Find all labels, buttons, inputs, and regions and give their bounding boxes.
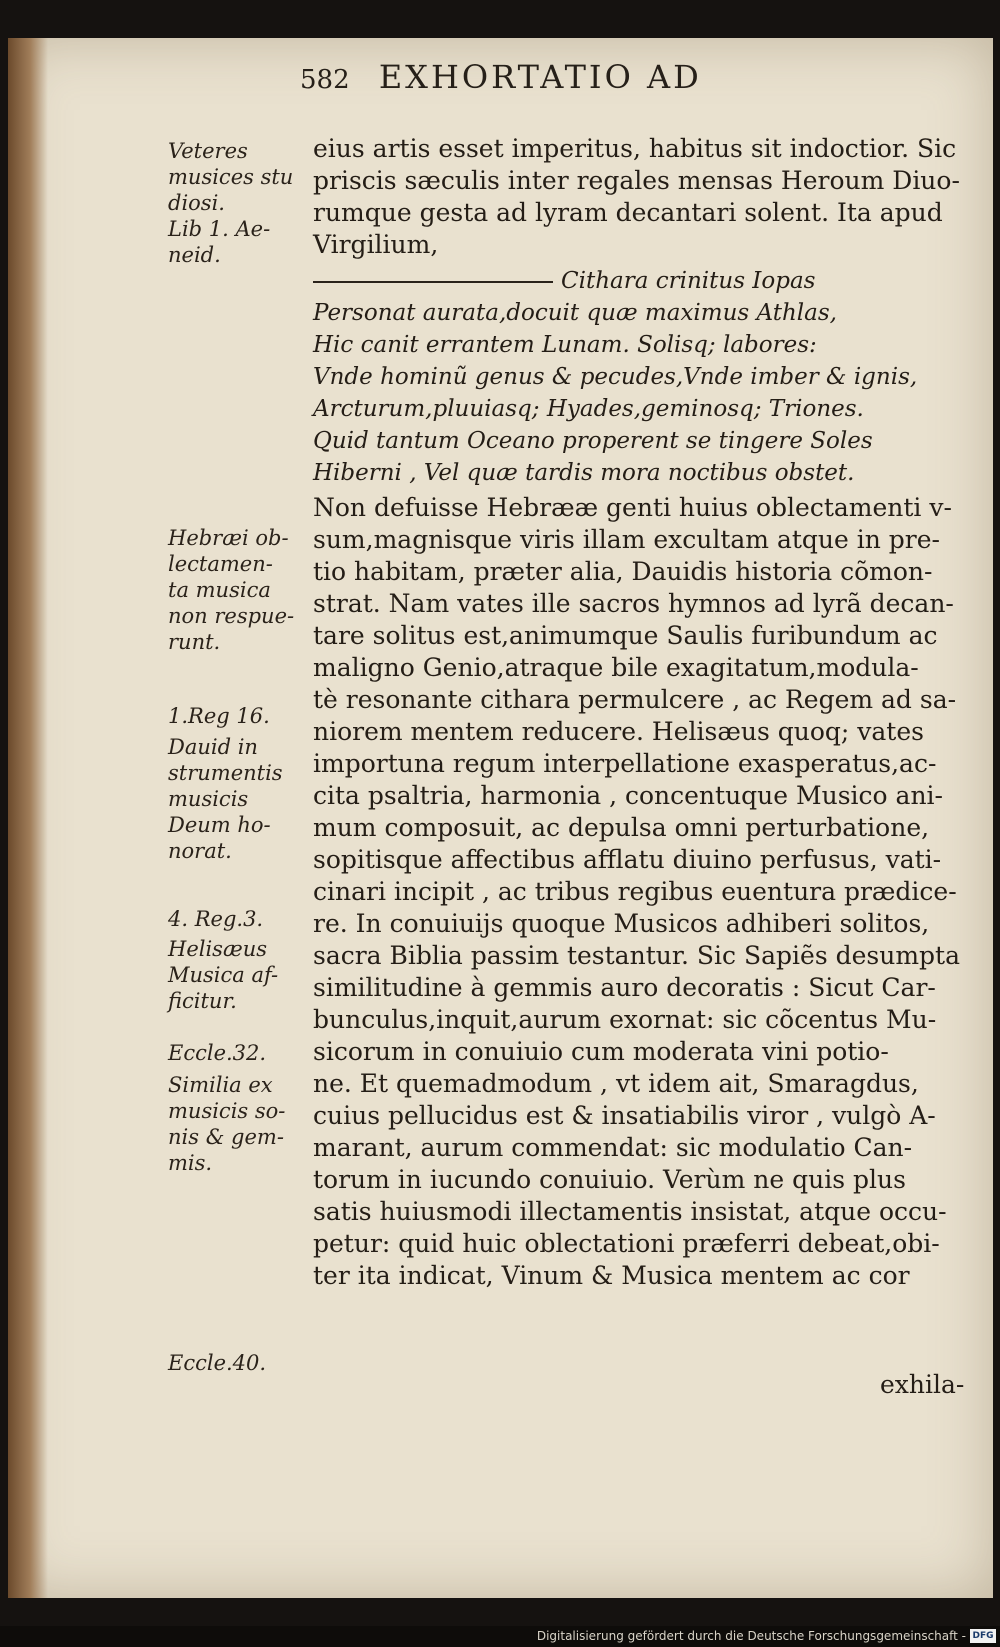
body-text-block-1 bbox=[313, 133, 975, 261]
marginal-note-line: Helisæus bbox=[168, 937, 267, 961]
marginal-note bbox=[168, 906, 320, 932]
marginal-note-line: neid. bbox=[168, 243, 221, 267]
text-line: importuna regum interpellatione exasperatus,ac- bbox=[313, 749, 937, 778]
marginal-note-line: musices stu bbox=[168, 165, 294, 189]
marginal-note-line: Deum ho- bbox=[168, 813, 271, 837]
verse-line: Vnde hominũ genus & pecudes,Vnde imber & ignis, bbox=[313, 364, 918, 390]
marginal-note-line: mis. bbox=[168, 1151, 213, 1175]
verse-line: Hiberni , Vel quæ tardis mora noctibus obstet. bbox=[313, 460, 855, 486]
text-line: re. In conuiuijs quoque Musicos adhiberi solitos, bbox=[313, 909, 930, 938]
text-line: bunculus,inquit,aurum exornat: sic cõcentus Mu- bbox=[313, 1005, 937, 1034]
text-line: cita psaltria, harmonia , concentuque Musico ani- bbox=[313, 781, 943, 810]
marginal-note-line: nis & gem- bbox=[168, 1125, 284, 1149]
marginal-note bbox=[168, 1040, 320, 1066]
body-text-block-2 bbox=[313, 492, 975, 1292]
marginal-note-line: Lib 1. Ae- bbox=[168, 217, 271, 241]
text-line: Non defuisse Hebrææ genti huius oblectamenti v- bbox=[313, 493, 952, 522]
marginal-note-line: ta musica bbox=[168, 578, 271, 602]
catchword: exhila- bbox=[880, 1370, 965, 1399]
marginal-note bbox=[168, 525, 320, 655]
marginal-note-line: musicis bbox=[168, 787, 249, 811]
marginal-note-line: strumentis bbox=[168, 761, 283, 785]
text-line: sum,magnisque viris illam excultam atque in pre- bbox=[313, 525, 940, 554]
verse-line bbox=[313, 265, 983, 297]
marginal-note-line: musicis so- bbox=[168, 1099, 286, 1123]
marginal-note-line: lectamen- bbox=[168, 552, 273, 576]
marginal-note bbox=[168, 703, 320, 729]
marginal-note bbox=[168, 1072, 320, 1176]
text-line: cinari incipit , ac tribus regibus euentura prædice- bbox=[313, 877, 957, 906]
funding-credit: Digitalisierung gefördert durch die Deutsche Forschungsgemeinschaft - bbox=[536, 1629, 966, 1643]
verse-line: Personat aurata,docuit quæ maximus Athlas, bbox=[313, 300, 837, 326]
text-line: sacra Biblia passim testantur. Sic Sapiẽs desumpta bbox=[313, 941, 960, 970]
marginal-note-line: ficitur. bbox=[168, 989, 237, 1013]
text-line: ne. Et quemadmodum , vt idem ait, Smaragdus, bbox=[313, 1069, 919, 1098]
verse-line: Quid tantum Oceano properent se tingere Soles bbox=[313, 428, 873, 454]
marginal-note-line: norat. bbox=[168, 839, 232, 863]
marginal-note-line: Eccle.40. bbox=[168, 1351, 267, 1375]
text-line: sopitisque affectibus afflatu diuino perfusus, vati- bbox=[313, 845, 942, 874]
text-line: rumque gesta ad lyram decantari solent. Ita apud bbox=[313, 198, 943, 227]
text-line: mum composuit, ac depulsa omni perturbatione, bbox=[313, 813, 930, 842]
text-line: sicorum in conuiuio cum moderata vini potio- bbox=[313, 1037, 889, 1066]
text-line: eius artis esset imperitus, habitus sit indoctior. Sic bbox=[313, 134, 957, 163]
marginal-note bbox=[168, 936, 320, 1014]
marginal-note-line: Dauid in bbox=[168, 735, 258, 759]
text-line: strat. Nam vates ille sacros hymnos ad lyrã decan- bbox=[313, 589, 954, 618]
credit-footer bbox=[0, 1626, 1000, 1647]
marginal-note bbox=[168, 734, 320, 864]
running-head bbox=[300, 58, 900, 108]
text-line: torum in iucundo conuiuio. Verùm ne quis plus bbox=[313, 1165, 906, 1194]
text-line: Virgilium, bbox=[313, 230, 439, 259]
marginal-note-line: 1.Reg 16. bbox=[168, 704, 270, 728]
text-line: priscis sæculis inter regales mensas Heroum Diuo- bbox=[313, 166, 960, 195]
text-line: maligno Genio,atraque bile exagitatum,modula- bbox=[313, 653, 919, 682]
marginal-note bbox=[168, 1350, 320, 1376]
text-line: tè resonante cithara permulcere , ac Regem ad sa- bbox=[313, 685, 957, 714]
text-line: tare solitus est,animumque Saulis furibundum ac bbox=[313, 621, 938, 650]
text-line: similitudine à gemmis auro decoratis : Sicut Car- bbox=[313, 973, 936, 1002]
text-line: cuius pellucidus est & insatiabilis viror , vulgò A- bbox=[313, 1101, 936, 1130]
verse-line: Hic canit errantem Lunam. Solisq; labores: bbox=[313, 332, 817, 358]
text-line: satis huiusmodi illectamentis insistat, atque occu- bbox=[313, 1197, 947, 1226]
text-line: ter ita indicat, Vinum & Musica mentem ac cor bbox=[313, 1261, 910, 1290]
text-line: tio habitam, præter alia, Dauidis historia cõmon- bbox=[313, 557, 933, 586]
marginal-note bbox=[168, 138, 320, 268]
book-spine bbox=[8, 38, 48, 1598]
marginal-note-line: Similia ex bbox=[168, 1073, 273, 1097]
running-title: EXHORTATIO AD bbox=[378, 58, 702, 96]
marginal-note-line: Hebræi ob- bbox=[168, 526, 289, 550]
marginal-note-line: Veteres bbox=[168, 139, 248, 163]
verse-rule bbox=[313, 281, 553, 283]
marginal-note-line: runt. bbox=[168, 630, 221, 654]
text-line: petur: quid huic oblectationi præferri debeat,obi- bbox=[313, 1229, 940, 1258]
marginal-note-line: Eccle.32. bbox=[168, 1041, 267, 1065]
marginal-note-line: 4. Reg.3. bbox=[168, 907, 264, 931]
verse-line-text: Cithara crinitus Iopas bbox=[561, 268, 816, 294]
dfg-logo: DFG bbox=[970, 1629, 996, 1643]
verse-line: Arcturum,pluuiasq; Hyades,geminosq; Triones. bbox=[313, 396, 864, 422]
verse-quotation bbox=[313, 265, 983, 489]
marginal-note-line: Musica af- bbox=[168, 963, 279, 987]
marginal-note-line: non respue- bbox=[168, 604, 295, 628]
text-line: marant, aurum commendat: sic modulatio Can- bbox=[313, 1133, 913, 1162]
text-line: niorem mentem reducere. Helisæus quoq; vates bbox=[313, 717, 924, 746]
page-number: 582 bbox=[300, 65, 350, 95]
marginal-note-line: diosi. bbox=[168, 191, 225, 215]
